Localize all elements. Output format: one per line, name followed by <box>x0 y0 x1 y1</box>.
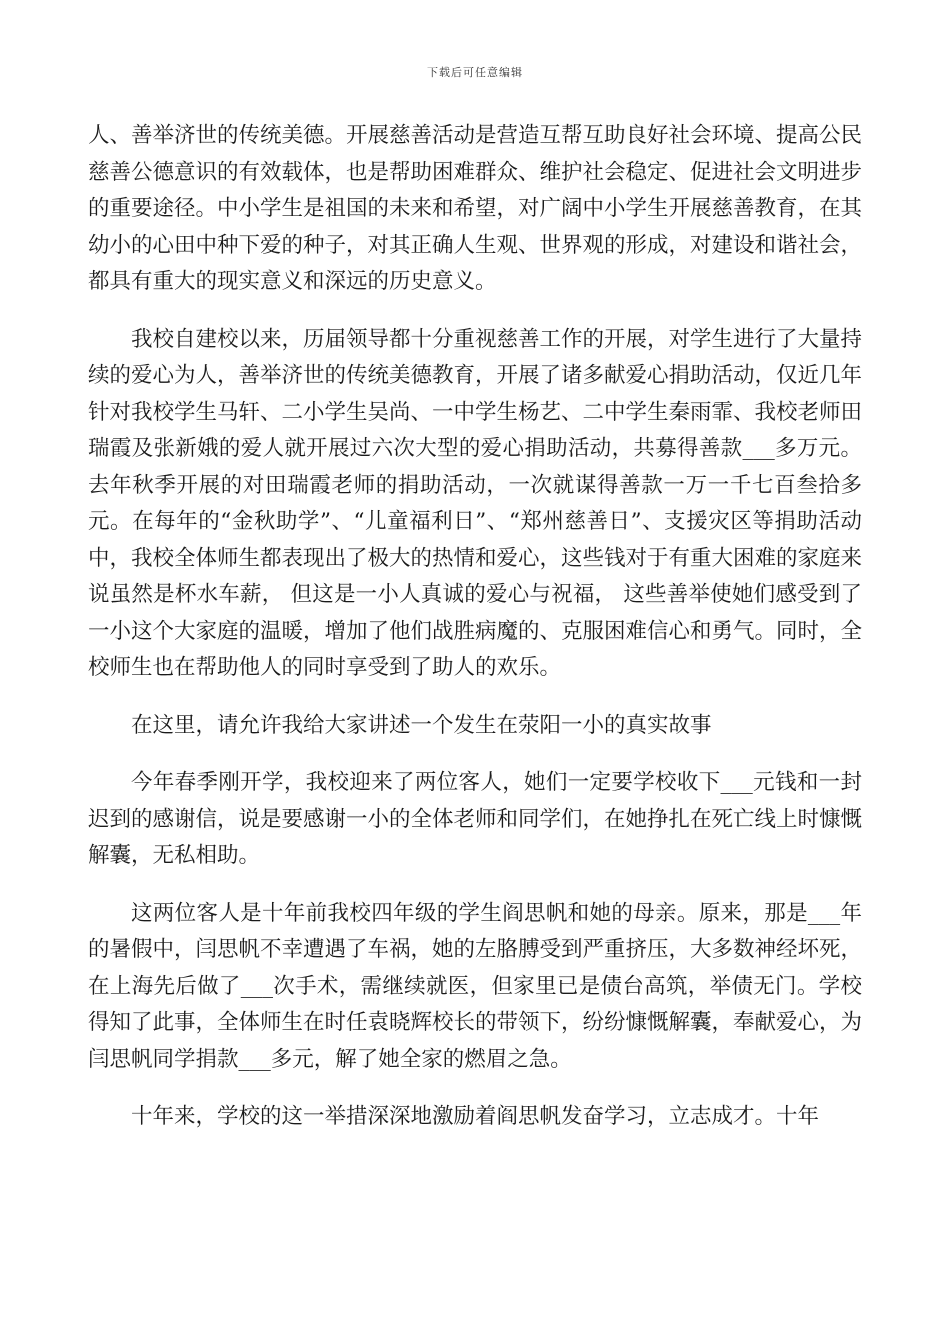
document-body <box>88 118 862 1136</box>
paragraph: 这两位客人是十年前我校四年级的学生阎思帆和她的母亲。原来，那是___年的暑假中，闫思帆不幸遭遇了车祸，她的左胳膊受到严重挤压，大多数神经坏死，在上海先后做了___次手术，需继续就医，但家里已是债台高筑，举债无门。学校得知了此事，全体师生在时任袁晓辉校长的带领下，纷纷慷慨解囊，奉献爱心，为闫思帆同学捐款___多元，解了她全家的燃眉之急。 <box>88 900 863 1072</box>
paragraph: 在这里，请允许我给大家讲述一个发生在荥阳一小的真实故事 <box>131 712 712 738</box>
page-header: 下载后可任意编辑 <box>427 66 523 79</box>
paragraph: 人、善举济世的传统美德。开展慈善活动是营造互帮互助良好社会环境、提高公民慈善公德意识的有效载体，也是帮助困难群众、维护社会稳定、促进社会文明进步的重要途径。中小学生是祖国的未来和希望，对广阔中小学生开展慈善教育，在其幼小的心田中种下爱的种子，对其正确人生观、世界观的形成，对建设和谐社会，都具有重大的现实意义和深远的历史意义。 <box>88 123 863 294</box>
paragraph: 今年春季刚开学，我校迎来了两位客人，她们一定要学校收下___元钱和一封迟到的感谢信，说是要感谢一小的全体老师和同学们，在她挣扎在死亡线上时慷慨解囊，无私相助。 <box>88 770 863 868</box>
paragraph: 十年来，学校的这一举措深深地激励着阎思帆发奋学习，立志成才。十年 <box>131 1104 820 1129</box>
paragraph: 我校自建校以来，历届领导都十分重视慈善工作的开展，对学生进行了大量持续的爱心为人，善举济世的传统美德教育，开展了诸多献爱心捐助活动，仅近几年针对我校学生马轩、二小学生吴尚、一中学生杨艺、二中学生秦雨霏、我校老师田瑞霞及张新娥的爱人就开展过六次大型的爱心捐助活动，共募得善款___多万元。去年秋季开展的对田瑞霞老师的捐助活动，一次就谋得善款一万一千七百叁拾多元。在每年的“金秋助学”、“儿童福利日”、“郑州慈善日”、支援灾区等捐助活动中，我校全体师生都表现出了极大的热情和爱心，这些钱对于有重大困难的家庭来说虽然是杯水车薪， 但这是一小人真诚的爱心与祝福， 这些善举使她们感受到了一小这个大家庭的温暖，增加了他们战胜病魔的、克服困难信心和勇气。同时，全校师生也在帮助他人的同时享受到了助人的欢乐。 <box>88 326 863 680</box>
